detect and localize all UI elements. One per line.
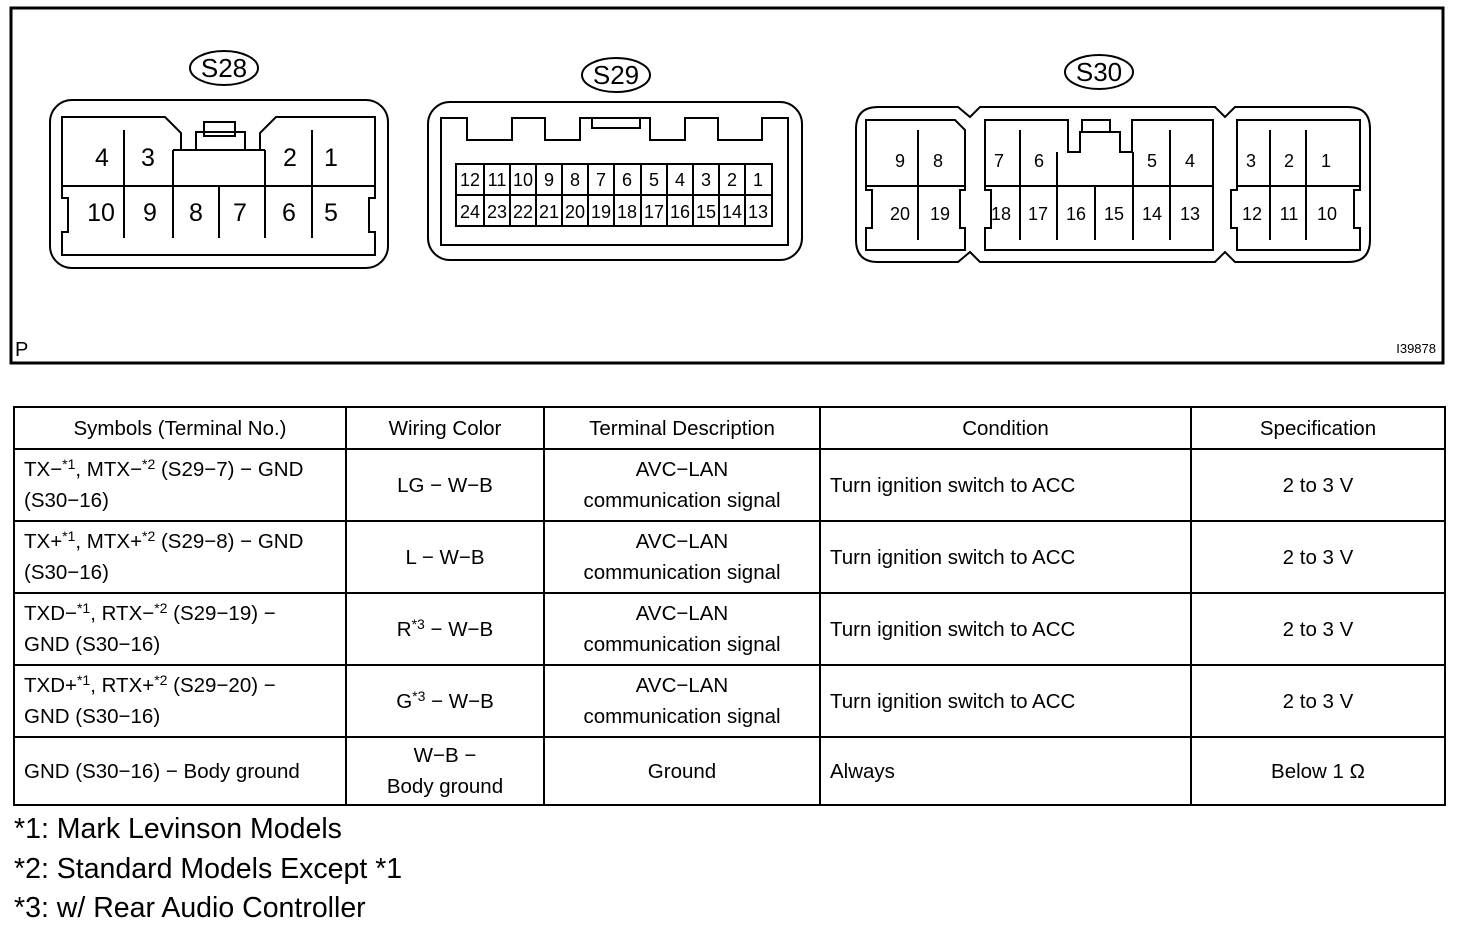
s28-pin: 2 bbox=[283, 144, 297, 172]
s30-pin: 3 bbox=[1245, 151, 1257, 171]
s29-pin: 23 bbox=[486, 202, 508, 222]
table-row bbox=[14, 593, 1445, 665]
s30-pin: 16 bbox=[1065, 204, 1087, 224]
s28-pin: 10 bbox=[87, 199, 115, 227]
s28-label: S28 bbox=[200, 53, 248, 83]
s29-pin: 19 bbox=[590, 202, 612, 222]
figure-corner-label: P bbox=[15, 339, 29, 361]
footnotes bbox=[14, 810, 402, 929]
table-header-row bbox=[14, 407, 1445, 449]
s28-pin: 9 bbox=[143, 199, 157, 227]
s29-pin: 6 bbox=[621, 170, 633, 190]
s28-outer-housing bbox=[50, 100, 388, 268]
wiring-color-cell: L − W−B bbox=[346, 521, 544, 593]
wiring-color-cell: $R^{*3} - W-B$ bbox=[346, 593, 544, 665]
header-wiring-color: Wiring Color bbox=[346, 407, 544, 449]
s30-pin: 5 bbox=[1146, 151, 1158, 171]
s28-pin: 6 bbox=[282, 199, 296, 227]
footnote: *3: w/ Rear Audio Controller bbox=[14, 892, 366, 924]
s29-pin: 12 bbox=[459, 170, 481, 190]
s30-pin: 17 bbox=[1027, 204, 1049, 224]
s29-pin: 22 bbox=[512, 202, 534, 222]
connector-diagram bbox=[0, 0, 1472, 372]
s29-latch bbox=[592, 118, 640, 128]
s30-outer-housing bbox=[856, 107, 1370, 262]
s29-pin: 3 bbox=[700, 170, 712, 190]
s30-pin: 10 bbox=[1316, 204, 1338, 224]
connector-s29 bbox=[428, 102, 802, 260]
symbol-cell: TXD−$^{*1}$, RTX−$^{*2}$ (S29−19) − GND (S30−16) bbox=[14, 593, 346, 665]
symbol-cell: TX−$^{*1}$, MTX−$^{*2}$ (S29−7) − GND (S30−16) bbox=[14, 449, 346, 521]
s30-pin: 14 bbox=[1141, 204, 1163, 224]
figure-id: I39878 bbox=[1396, 341, 1436, 356]
s29-pin: 2 bbox=[726, 170, 738, 190]
s30-pin: 4 bbox=[1184, 151, 1196, 171]
s29-pin: 20 bbox=[564, 202, 586, 222]
s29-pin: 17 bbox=[643, 202, 665, 222]
footnote: *2: Standard Models Except *1 bbox=[14, 852, 403, 885]
specification-cell: 2 to 3 V bbox=[1191, 521, 1445, 593]
table-row bbox=[14, 737, 1445, 805]
s29-pin: 24 bbox=[459, 202, 481, 222]
wiring-color-cell: $G^{*3} - W-B$ bbox=[346, 665, 544, 737]
table-row bbox=[14, 449, 1445, 521]
s30-label: S30 bbox=[1075, 57, 1123, 87]
wiring-color-cell: LG − W−B bbox=[346, 449, 544, 521]
s29-pin: 14 bbox=[721, 202, 743, 222]
s29-pin: 7 bbox=[595, 170, 607, 190]
s30-latch bbox=[1082, 120, 1110, 132]
s29-label: S29 bbox=[592, 60, 640, 90]
wiring-color-cell: W−B − Body ground bbox=[346, 737, 544, 805]
s30-pin: 12 bbox=[1241, 204, 1263, 224]
header-symbols: Symbols (Terminal No.) bbox=[14, 407, 346, 449]
s30-pin: 7 bbox=[993, 151, 1005, 171]
s30-pin: 2 bbox=[1283, 151, 1295, 171]
specification-cell: 2 to 3 V bbox=[1191, 449, 1445, 521]
s30-pin: 9 bbox=[894, 151, 906, 171]
condition-cell: Turn ignition switch to ACC bbox=[820, 593, 1191, 665]
footnote: *1: Mark Levinson Models bbox=[14, 813, 342, 845]
symbol-cell: GND (S30−16) − Body ground bbox=[14, 737, 346, 805]
symbol-cell: TX+$^{*1}$, MTX+$^{*2}$ (S29−8) − GND (S30−16) bbox=[14, 521, 346, 593]
condition-cell: Always bbox=[820, 737, 1191, 805]
table-row bbox=[14, 665, 1445, 737]
s29-pin: 13 bbox=[747, 202, 769, 222]
s28-latch bbox=[204, 122, 235, 136]
specification-cell: 2 to 3 V bbox=[1191, 665, 1445, 737]
description-cell: AVC−LAN communication signal bbox=[544, 593, 820, 665]
s29-pin: 9 bbox=[543, 170, 555, 190]
s30-pin: 1 bbox=[1320, 151, 1332, 171]
s30-pin: 8 bbox=[932, 151, 944, 171]
connector-s28 bbox=[50, 100, 388, 268]
s30-pin: 15 bbox=[1103, 204, 1125, 224]
s30-pin: 6 bbox=[1033, 151, 1045, 171]
header-condition: Condition bbox=[820, 407, 1191, 449]
s29-pin: 5 bbox=[648, 170, 660, 190]
s29-pin: 11 bbox=[487, 170, 507, 190]
s29-pin: 10 bbox=[512, 170, 534, 190]
s28-pin: 8 bbox=[189, 199, 203, 227]
s30-pin: 18 bbox=[990, 204, 1012, 224]
header-terminal-description: Terminal Description bbox=[544, 407, 820, 449]
condition-cell: Turn ignition switch to ACC bbox=[820, 449, 1191, 521]
specification-cell: 2 to 3 V bbox=[1191, 593, 1445, 665]
condition-cell: Turn ignition switch to ACC bbox=[820, 665, 1191, 737]
s28-pin: 5 bbox=[324, 199, 338, 227]
s28-pin: 4 bbox=[95, 144, 109, 172]
s29-pin: 1 bbox=[752, 170, 764, 190]
s30-pin: 20 bbox=[889, 204, 911, 224]
s30-pin: 11 bbox=[1279, 204, 1299, 224]
s28-pin: 7 bbox=[233, 199, 247, 227]
s30-pin: 13 bbox=[1179, 204, 1201, 224]
s28-pin: 1 bbox=[324, 144, 338, 172]
description-cell: Ground bbox=[544, 737, 820, 805]
s29-pin: 4 bbox=[674, 170, 686, 190]
description-cell: AVC−LAN communication signal bbox=[544, 449, 820, 521]
symbol-cell: TXD+$^{*1}$, RTX+$^{*2}$ (S29−20) − GND (S30−16) bbox=[14, 665, 346, 737]
header-specification: Specification bbox=[1191, 407, 1445, 449]
s29-pin: 21 bbox=[538, 202, 560, 222]
s30-pin: 19 bbox=[929, 204, 951, 224]
condition-cell: Turn ignition switch to ACC bbox=[820, 521, 1191, 593]
description-cell: AVC−LAN communication signal bbox=[544, 521, 820, 593]
s29-pin: 8 bbox=[569, 170, 581, 190]
description-cell: AVC−LAN communication signal bbox=[544, 665, 820, 737]
terminal-spec-table bbox=[13, 406, 1446, 806]
s29-pin: 15 bbox=[695, 202, 717, 222]
s28-pin: 3 bbox=[141, 144, 155, 172]
s29-pin: 18 bbox=[616, 202, 638, 222]
s29-pin: 16 bbox=[669, 202, 691, 222]
table-row bbox=[14, 521, 1445, 593]
connector-s30 bbox=[856, 107, 1370, 262]
specification-cell: Below 1 Ω bbox=[1191, 737, 1445, 805]
